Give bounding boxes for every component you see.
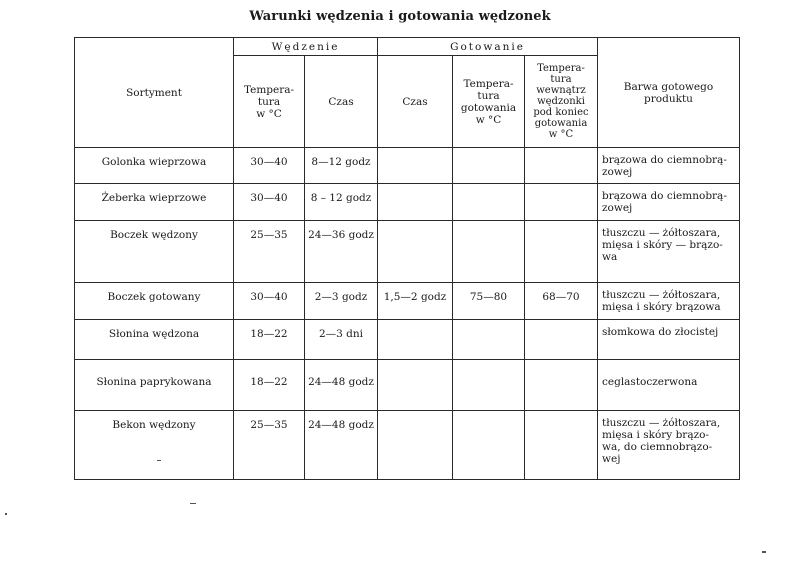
row-gotowanie-czas	[378, 320, 453, 360]
table-row	[75, 184, 740, 221]
row-barwa: brązowa do ciemnobrą- zowej	[598, 184, 740, 221]
header-sortyment: Sortyment	[75, 38, 234, 148]
row-gotowanie-temp: 75—80	[453, 283, 525, 320]
table-row	[75, 411, 740, 480]
row-wedzenie-czas: 24—36 godz	[305, 221, 378, 283]
scan-speck	[5, 513, 7, 515]
row-gotowanie-czas	[378, 360, 453, 411]
row-name: Słonina paprykowana	[75, 360, 234, 411]
row-gotowanie-temp	[453, 411, 525, 480]
header-wedzenie-czas: Czas	[305, 56, 378, 148]
row-gotowanie-temp-in	[525, 360, 598, 411]
document-title: Warunki wędzenia i gotowania wędzonek	[249, 9, 551, 24]
row-barwa: tłuszczu — żółtoszara, mięsa i skóry brązo- wa, do ciemnobrązo- wej	[598, 411, 740, 480]
row-wedzenie-czas: 24—48 godz	[305, 411, 378, 480]
row-barwa: słomkowa do złocistej	[598, 320, 740, 360]
row-wedzenie-czas: 2—3 dni	[305, 320, 378, 360]
row-gotowanie-temp	[453, 360, 525, 411]
row-gotowanie-temp	[453, 148, 525, 184]
table-row	[75, 283, 740, 320]
row-wedzenie-temp: 30—40	[234, 148, 305, 184]
table-row	[75, 221, 740, 283]
row-name: Boczek gotowany	[75, 283, 234, 320]
row-gotowanie-temp	[453, 320, 525, 360]
row-wedzenie-temp: 18—22	[234, 320, 305, 360]
header-gotowanie-czas: Czas	[378, 56, 453, 148]
row-barwa: tłuszczu — żółtoszara, mięsa i skóry — brązo- wa	[598, 221, 740, 283]
smoking-conditions-table	[74, 37, 740, 480]
row-gotowanie-temp-in	[525, 411, 598, 480]
row-wedzenie-czas: 8 – 12 godz	[305, 184, 378, 221]
row-wedzenie-temp: 18—22	[234, 360, 305, 411]
row-name: Słonina wędzona	[75, 320, 234, 360]
row-barwa: brązowa do ciemnobrą- zowej	[598, 148, 740, 184]
row-gotowanie-czas	[378, 184, 453, 221]
row-gotowanie-temp-in	[525, 148, 598, 184]
header-wedzenie: Wędzenie	[234, 38, 378, 56]
row-gotowanie-czas	[378, 221, 453, 283]
row-name: Żeberka wieprzowe	[75, 184, 234, 221]
row-gotowanie-czas	[378, 411, 453, 480]
row-gotowanie-temp-in	[525, 221, 598, 283]
row-wedzenie-temp: 25—35	[234, 221, 305, 283]
header-gotowanie-temperatura: Tempera- tura gotowania w °C	[453, 56, 525, 148]
row-wedzenie-temp: 30—40	[234, 184, 305, 221]
table-row	[75, 320, 740, 360]
row-name: Golonka wieprzowa	[75, 148, 234, 184]
row-gotowanie-temp-in	[525, 184, 598, 221]
header-gotowanie: Gotowanie	[378, 38, 598, 56]
row-name: Bekon wędzony	[75, 411, 234, 480]
header-temperatura-wewnatrz: Tempera- tura wewnątrz wędzonki pod koniec gotowania w °C	[525, 56, 598, 148]
row-gotowanie-czas: 1,5—2 godz	[378, 283, 453, 320]
row-wedzenie-czas: 24—48 godz	[305, 360, 378, 411]
row-gotowanie-temp-in: 68—70	[525, 283, 598, 320]
row-wedzenie-temp: 25—35	[234, 411, 305, 480]
row-barwa: tłuszczu — żółtoszara, mięsa i skóry brązowa	[598, 283, 740, 320]
row-wedzenie-czas: 2—3 godz	[305, 283, 378, 320]
header-wedzenie-temperatura: Tempera- tura w °C	[234, 56, 305, 148]
scan-speck	[762, 551, 766, 553]
table-row	[75, 148, 740, 184]
row-barwa: ceglastoczerwona	[598, 360, 740, 411]
row-gotowanie-temp-in	[525, 320, 598, 360]
row-wedzenie-czas: 8—12 godz	[305, 148, 378, 184]
row-gotowanie-temp	[453, 184, 525, 221]
row-gotowanie-czas	[378, 148, 453, 184]
scan-speck	[157, 460, 161, 461]
header-barwa: Barwa gotowego produktu	[598, 38, 740, 148]
row-name: Boczek wędzony	[75, 221, 234, 283]
row-gotowanie-temp	[453, 221, 525, 283]
table-row	[75, 360, 740, 411]
row-wedzenie-temp: 30—40	[234, 283, 305, 320]
scan-speck	[190, 503, 196, 504]
